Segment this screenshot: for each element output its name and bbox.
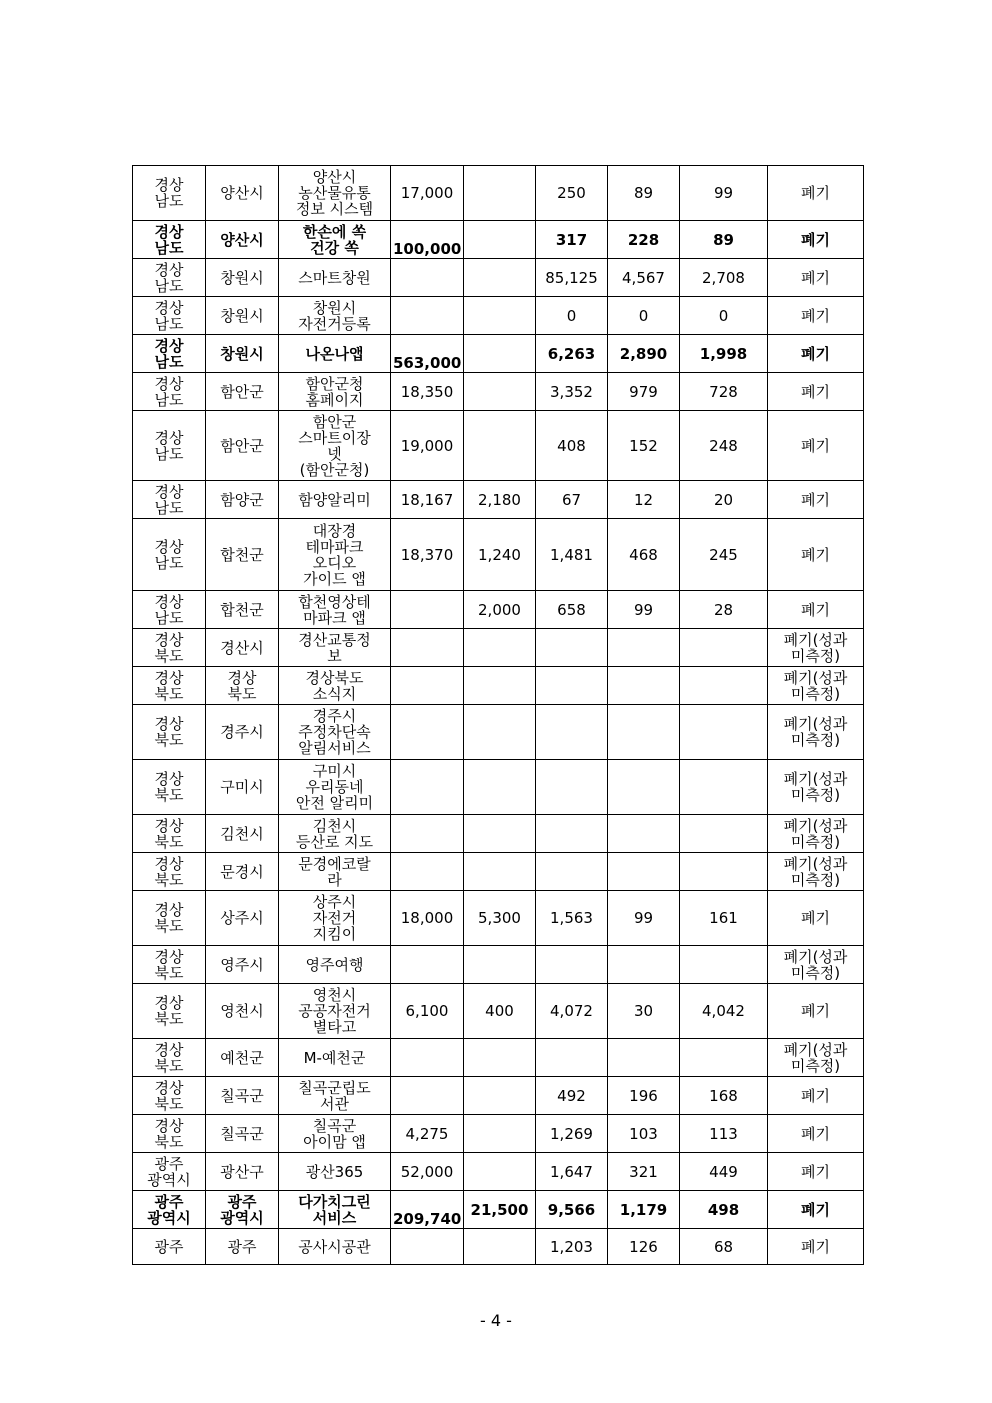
active-cell: 0 (680, 297, 768, 335)
status-cell: 폐기 (768, 984, 864, 1039)
app-name-cell: M-예천군 (279, 1039, 391, 1077)
province-cell: 광주 광역시 (133, 1191, 206, 1229)
deletes-cell (608, 667, 680, 705)
app-name-cell: 영천시 공공자전거 별타고 (279, 984, 391, 1039)
city-cell: 함안군 (206, 411, 279, 481)
maint-cost-cell (464, 760, 536, 815)
province-cell: 경상 북도 (133, 629, 206, 667)
province-cell: 경상 남도 (133, 519, 206, 591)
table-row (133, 519, 864, 591)
build-cost-cell: 17,000 (391, 166, 464, 221)
deletes-cell: 103 (608, 1115, 680, 1153)
build-cost-cell: 18,350 (391, 373, 464, 411)
downloads-cell (536, 946, 608, 984)
active-cell: 4,042 (680, 984, 768, 1039)
status-cell: 폐기 (768, 259, 864, 297)
build-cost-cell (391, 946, 464, 984)
deletes-cell: 99 (608, 591, 680, 629)
app-name-cell: 칠곡군립도 서관 (279, 1077, 391, 1115)
active-cell: 728 (680, 373, 768, 411)
city-cell: 양산시 (206, 166, 279, 221)
province-cell: 경상 북도 (133, 667, 206, 705)
city-cell: 함안군 (206, 373, 279, 411)
deletes-cell: 12 (608, 481, 680, 519)
city-cell: 경산시 (206, 629, 279, 667)
province-cell: 경상 남도 (133, 411, 206, 481)
build-cost-cell: 18,000 (391, 891, 464, 946)
city-cell: 경상 북도 (206, 667, 279, 705)
table-row (133, 629, 864, 667)
maint-cost-cell (464, 853, 536, 891)
province-cell: 경상 남도 (133, 335, 206, 373)
build-cost-cell: 18,167 (391, 481, 464, 519)
downloads-cell: 4,072 (536, 984, 608, 1039)
active-cell: 28 (680, 591, 768, 629)
app-name-cell: 공사시공관 (279, 1229, 391, 1265)
maint-cost-cell (464, 1115, 536, 1153)
app-name-cell: 창원시 자전거등록 (279, 297, 391, 335)
status-cell: 폐기 (768, 411, 864, 481)
build-cost-cell (391, 1039, 464, 1077)
downloads-cell: 1,203 (536, 1229, 608, 1265)
status-cell: 폐기 (768, 166, 864, 221)
build-cost-cell (391, 667, 464, 705)
status-cell: 폐기(성과 미측정) (768, 705, 864, 760)
active-cell (680, 815, 768, 853)
app-name-cell: 김천시 등산로 지도 (279, 815, 391, 853)
downloads-cell (536, 629, 608, 667)
build-cost-cell (391, 705, 464, 760)
app-name-cell: 경상북도 소식지 (279, 667, 391, 705)
downloads-cell: 1,481 (536, 519, 608, 591)
province-cell: 경상 북도 (133, 891, 206, 946)
maint-cost-cell (464, 815, 536, 853)
city-cell: 영주시 (206, 946, 279, 984)
active-cell (680, 1039, 768, 1077)
build-cost-cell: 209,740 (391, 1191, 464, 1229)
status-cell: 폐기 (768, 1115, 864, 1153)
maint-cost-cell (464, 297, 536, 335)
table-row (133, 667, 864, 705)
status-cell: 폐기 (768, 297, 864, 335)
city-cell: 영천시 (206, 984, 279, 1039)
city-cell: 함양군 (206, 481, 279, 519)
province-cell: 경상 남도 (133, 166, 206, 221)
status-cell: 폐기 (768, 1077, 864, 1115)
deletes-cell: 0 (608, 297, 680, 335)
maint-cost-cell (464, 1153, 536, 1191)
table-row (133, 481, 864, 519)
status-cell: 폐기(성과 미측정) (768, 815, 864, 853)
deletes-cell: 1,179 (608, 1191, 680, 1229)
city-cell: 구미시 (206, 760, 279, 815)
table-row (133, 1229, 864, 1265)
active-cell (680, 629, 768, 667)
deletes-cell: 89 (608, 166, 680, 221)
maint-cost-cell: 2,000 (464, 591, 536, 629)
deletes-cell: 321 (608, 1153, 680, 1191)
active-cell: 1,998 (680, 335, 768, 373)
city-cell: 김천시 (206, 815, 279, 853)
table-row (133, 1115, 864, 1153)
downloads-cell (536, 815, 608, 853)
app-name-cell: 다가치그린 서비스 (279, 1191, 391, 1229)
province-cell: 경상 북도 (133, 1077, 206, 1115)
deletes-cell (608, 629, 680, 667)
downloads-cell: 408 (536, 411, 608, 481)
active-cell: 498 (680, 1191, 768, 1229)
active-cell: 168 (680, 1077, 768, 1115)
city-cell: 광주 (206, 1229, 279, 1265)
table-row (133, 705, 864, 760)
city-cell: 합천군 (206, 519, 279, 591)
province-cell: 경상 북도 (133, 984, 206, 1039)
table-row (133, 760, 864, 815)
province-cell: 경상 남도 (133, 297, 206, 335)
city-cell: 문경시 (206, 853, 279, 891)
status-cell: 폐기 (768, 1229, 864, 1265)
downloads-cell: 658 (536, 591, 608, 629)
city-cell: 창원시 (206, 297, 279, 335)
deletes-cell: 30 (608, 984, 680, 1039)
app-name-cell: 칠곡군 아이맘 앱 (279, 1115, 391, 1153)
maint-cost-cell (464, 705, 536, 760)
table-row (133, 166, 864, 221)
maint-cost-cell (464, 629, 536, 667)
active-cell: 245 (680, 519, 768, 591)
active-cell: 89 (680, 221, 768, 259)
downloads-cell: 1,647 (536, 1153, 608, 1191)
table-row (133, 259, 864, 297)
table-row (133, 853, 864, 891)
build-cost-cell: 4,275 (391, 1115, 464, 1153)
app-name-cell: 상주시 자전거 지킴이 (279, 891, 391, 946)
table-row (133, 373, 864, 411)
table-row (133, 411, 864, 481)
table-row (133, 297, 864, 335)
app-name-cell: 경주시 주정차단속 알림서비스 (279, 705, 391, 760)
downloads-cell: 67 (536, 481, 608, 519)
status-cell: 폐기(성과 미측정) (768, 760, 864, 815)
active-cell: 161 (680, 891, 768, 946)
app-name-cell: 함안군청 홈페이지 (279, 373, 391, 411)
table-row (133, 984, 864, 1039)
page-number: - 4 - (480, 1311, 512, 1330)
app-name-cell: 스마트창원 (279, 259, 391, 297)
province-cell: 경상 남도 (133, 221, 206, 259)
downloads-cell: 3,352 (536, 373, 608, 411)
province-cell: 경상 남도 (133, 373, 206, 411)
province-cell: 경상 북도 (133, 815, 206, 853)
deletes-cell: 468 (608, 519, 680, 591)
deletes-cell: 99 (608, 891, 680, 946)
province-cell: 경상 남도 (133, 259, 206, 297)
active-cell (680, 946, 768, 984)
build-cost-cell (391, 591, 464, 629)
maint-cost-cell (464, 1229, 536, 1265)
table-row (133, 946, 864, 984)
downloads-cell: 250 (536, 166, 608, 221)
app-name-cell: 문경에코랄 라 (279, 853, 391, 891)
status-cell: 폐기(성과 미측정) (768, 853, 864, 891)
build-cost-cell (391, 1229, 464, 1265)
downloads-cell: 492 (536, 1077, 608, 1115)
city-cell: 양산시 (206, 221, 279, 259)
active-cell: 2,708 (680, 259, 768, 297)
province-cell: 경상 북도 (133, 705, 206, 760)
build-cost-cell (391, 629, 464, 667)
province-cell: 경상 북도 (133, 1039, 206, 1077)
status-cell: 폐기(성과 미측정) (768, 1039, 864, 1077)
status-cell: 폐기 (768, 373, 864, 411)
app-name-cell: 대장경 테마파크 오디오 가이드 앱 (279, 519, 391, 591)
province-cell: 광주 광역시 (133, 1153, 206, 1191)
downloads-cell: 1,563 (536, 891, 608, 946)
maint-cost-cell (464, 1039, 536, 1077)
downloads-cell: 9,566 (536, 1191, 608, 1229)
maint-cost-cell: 5,300 (464, 891, 536, 946)
active-cell: 113 (680, 1115, 768, 1153)
deletes-cell: 979 (608, 373, 680, 411)
status-cell: 폐기 (768, 335, 864, 373)
deletes-cell: 196 (608, 1077, 680, 1115)
table-body (133, 166, 864, 1265)
build-cost-cell (391, 853, 464, 891)
app-name-cell: 한손에 쏙 건강 쏙 (279, 221, 391, 259)
city-cell: 합천군 (206, 591, 279, 629)
build-cost-cell: 18,370 (391, 519, 464, 591)
maint-cost-cell (464, 667, 536, 705)
deletes-cell: 2,890 (608, 335, 680, 373)
status-cell: 폐기(성과 미측정) (768, 946, 864, 984)
build-cost-cell (391, 760, 464, 815)
deletes-cell (608, 705, 680, 760)
status-cell: 폐기 (768, 1153, 864, 1191)
downloads-cell (536, 1039, 608, 1077)
table-row (133, 1191, 864, 1229)
maint-cost-cell (464, 946, 536, 984)
deletes-cell (608, 853, 680, 891)
build-cost-cell: 19,000 (391, 411, 464, 481)
table-row (133, 1153, 864, 1191)
active-cell: 68 (680, 1229, 768, 1265)
status-cell: 폐기 (768, 519, 864, 591)
active-cell: 20 (680, 481, 768, 519)
app-name-cell: 구미시 우리동네 안전 알리미 (279, 760, 391, 815)
build-cost-cell: 6,100 (391, 984, 464, 1039)
city-cell: 광주 광역시 (206, 1191, 279, 1229)
maint-cost-cell: 1,240 (464, 519, 536, 591)
table-row (133, 891, 864, 946)
deletes-cell: 228 (608, 221, 680, 259)
table-row (133, 1039, 864, 1077)
table-row (133, 1077, 864, 1115)
downloads-cell (536, 667, 608, 705)
build-cost-cell (391, 1077, 464, 1115)
maint-cost-cell (464, 373, 536, 411)
city-cell: 경주시 (206, 705, 279, 760)
deletes-cell (608, 946, 680, 984)
deletes-cell (608, 815, 680, 853)
deletes-cell: 4,567 (608, 259, 680, 297)
province-cell: 경상 북도 (133, 853, 206, 891)
maint-cost-cell (464, 1077, 536, 1115)
table-row (133, 815, 864, 853)
app-name-cell: 함안군 스마트이장 넷 (함안군청) (279, 411, 391, 481)
table-row (133, 591, 864, 629)
maint-cost-cell (464, 259, 536, 297)
downloads-cell: 0 (536, 297, 608, 335)
app-name-cell: 영주여행 (279, 946, 391, 984)
maint-cost-cell (464, 166, 536, 221)
city-cell: 창원시 (206, 335, 279, 373)
status-cell: 폐기 (768, 891, 864, 946)
status-cell: 폐기 (768, 481, 864, 519)
active-cell (680, 705, 768, 760)
status-cell: 폐기(성과 미측정) (768, 629, 864, 667)
app-name-cell: 양산시 농산물유통 정보 시스템 (279, 166, 391, 221)
deletes-cell (608, 760, 680, 815)
province-cell: 경상 남도 (133, 591, 206, 629)
deletes-cell: 152 (608, 411, 680, 481)
maint-cost-cell (464, 335, 536, 373)
deletes-cell (608, 1039, 680, 1077)
deletes-cell: 126 (608, 1229, 680, 1265)
table-row (133, 221, 864, 259)
province-cell: 경상 남도 (133, 481, 206, 519)
city-cell: 상주시 (206, 891, 279, 946)
active-cell: 248 (680, 411, 768, 481)
province-cell: 경상 북도 (133, 760, 206, 815)
status-cell: 폐기 (768, 1191, 864, 1229)
city-cell: 예천군 (206, 1039, 279, 1077)
downloads-cell: 317 (536, 221, 608, 259)
active-cell (680, 667, 768, 705)
build-cost-cell (391, 815, 464, 853)
city-cell: 창원시 (206, 259, 279, 297)
maint-cost-cell (464, 411, 536, 481)
build-cost-cell: 100,000 (391, 221, 464, 259)
downloads-cell (536, 705, 608, 760)
maint-cost-cell: 400 (464, 984, 536, 1039)
build-cost-cell (391, 259, 464, 297)
province-cell: 경상 북도 (133, 946, 206, 984)
active-cell (680, 760, 768, 815)
app-name-cell: 함양알리미 (279, 481, 391, 519)
app-name-cell: 합천영상테 마파크 앱 (279, 591, 391, 629)
build-cost-cell: 563,000 (391, 335, 464, 373)
active-cell: 449 (680, 1153, 768, 1191)
status-cell: 폐기 (768, 591, 864, 629)
active-cell (680, 853, 768, 891)
downloads-cell: 85,125 (536, 259, 608, 297)
active-cell: 99 (680, 166, 768, 221)
app-table (132, 165, 864, 1265)
downloads-cell: 6,263 (536, 335, 608, 373)
maint-cost-cell: 21,500 (464, 1191, 536, 1229)
table-row (133, 335, 864, 373)
app-name-cell: 경산교통정 보 (279, 629, 391, 667)
app-name-cell: 광산365 (279, 1153, 391, 1191)
build-cost-cell (391, 297, 464, 335)
maint-cost-cell (464, 221, 536, 259)
downloads-cell (536, 760, 608, 815)
province-cell: 경상 북도 (133, 1115, 206, 1153)
status-cell: 폐기(성과 미측정) (768, 667, 864, 705)
downloads-cell: 1,269 (536, 1115, 608, 1153)
app-name-cell: 나온나앱 (279, 335, 391, 373)
city-cell: 광산구 (206, 1153, 279, 1191)
status-cell: 폐기 (768, 221, 864, 259)
province-cell: 광주 (133, 1229, 206, 1265)
city-cell: 칠곡군 (206, 1077, 279, 1115)
city-cell: 칠곡군 (206, 1115, 279, 1153)
downloads-cell (536, 853, 608, 891)
build-cost-cell: 52,000 (391, 1153, 464, 1191)
maint-cost-cell: 2,180 (464, 481, 536, 519)
